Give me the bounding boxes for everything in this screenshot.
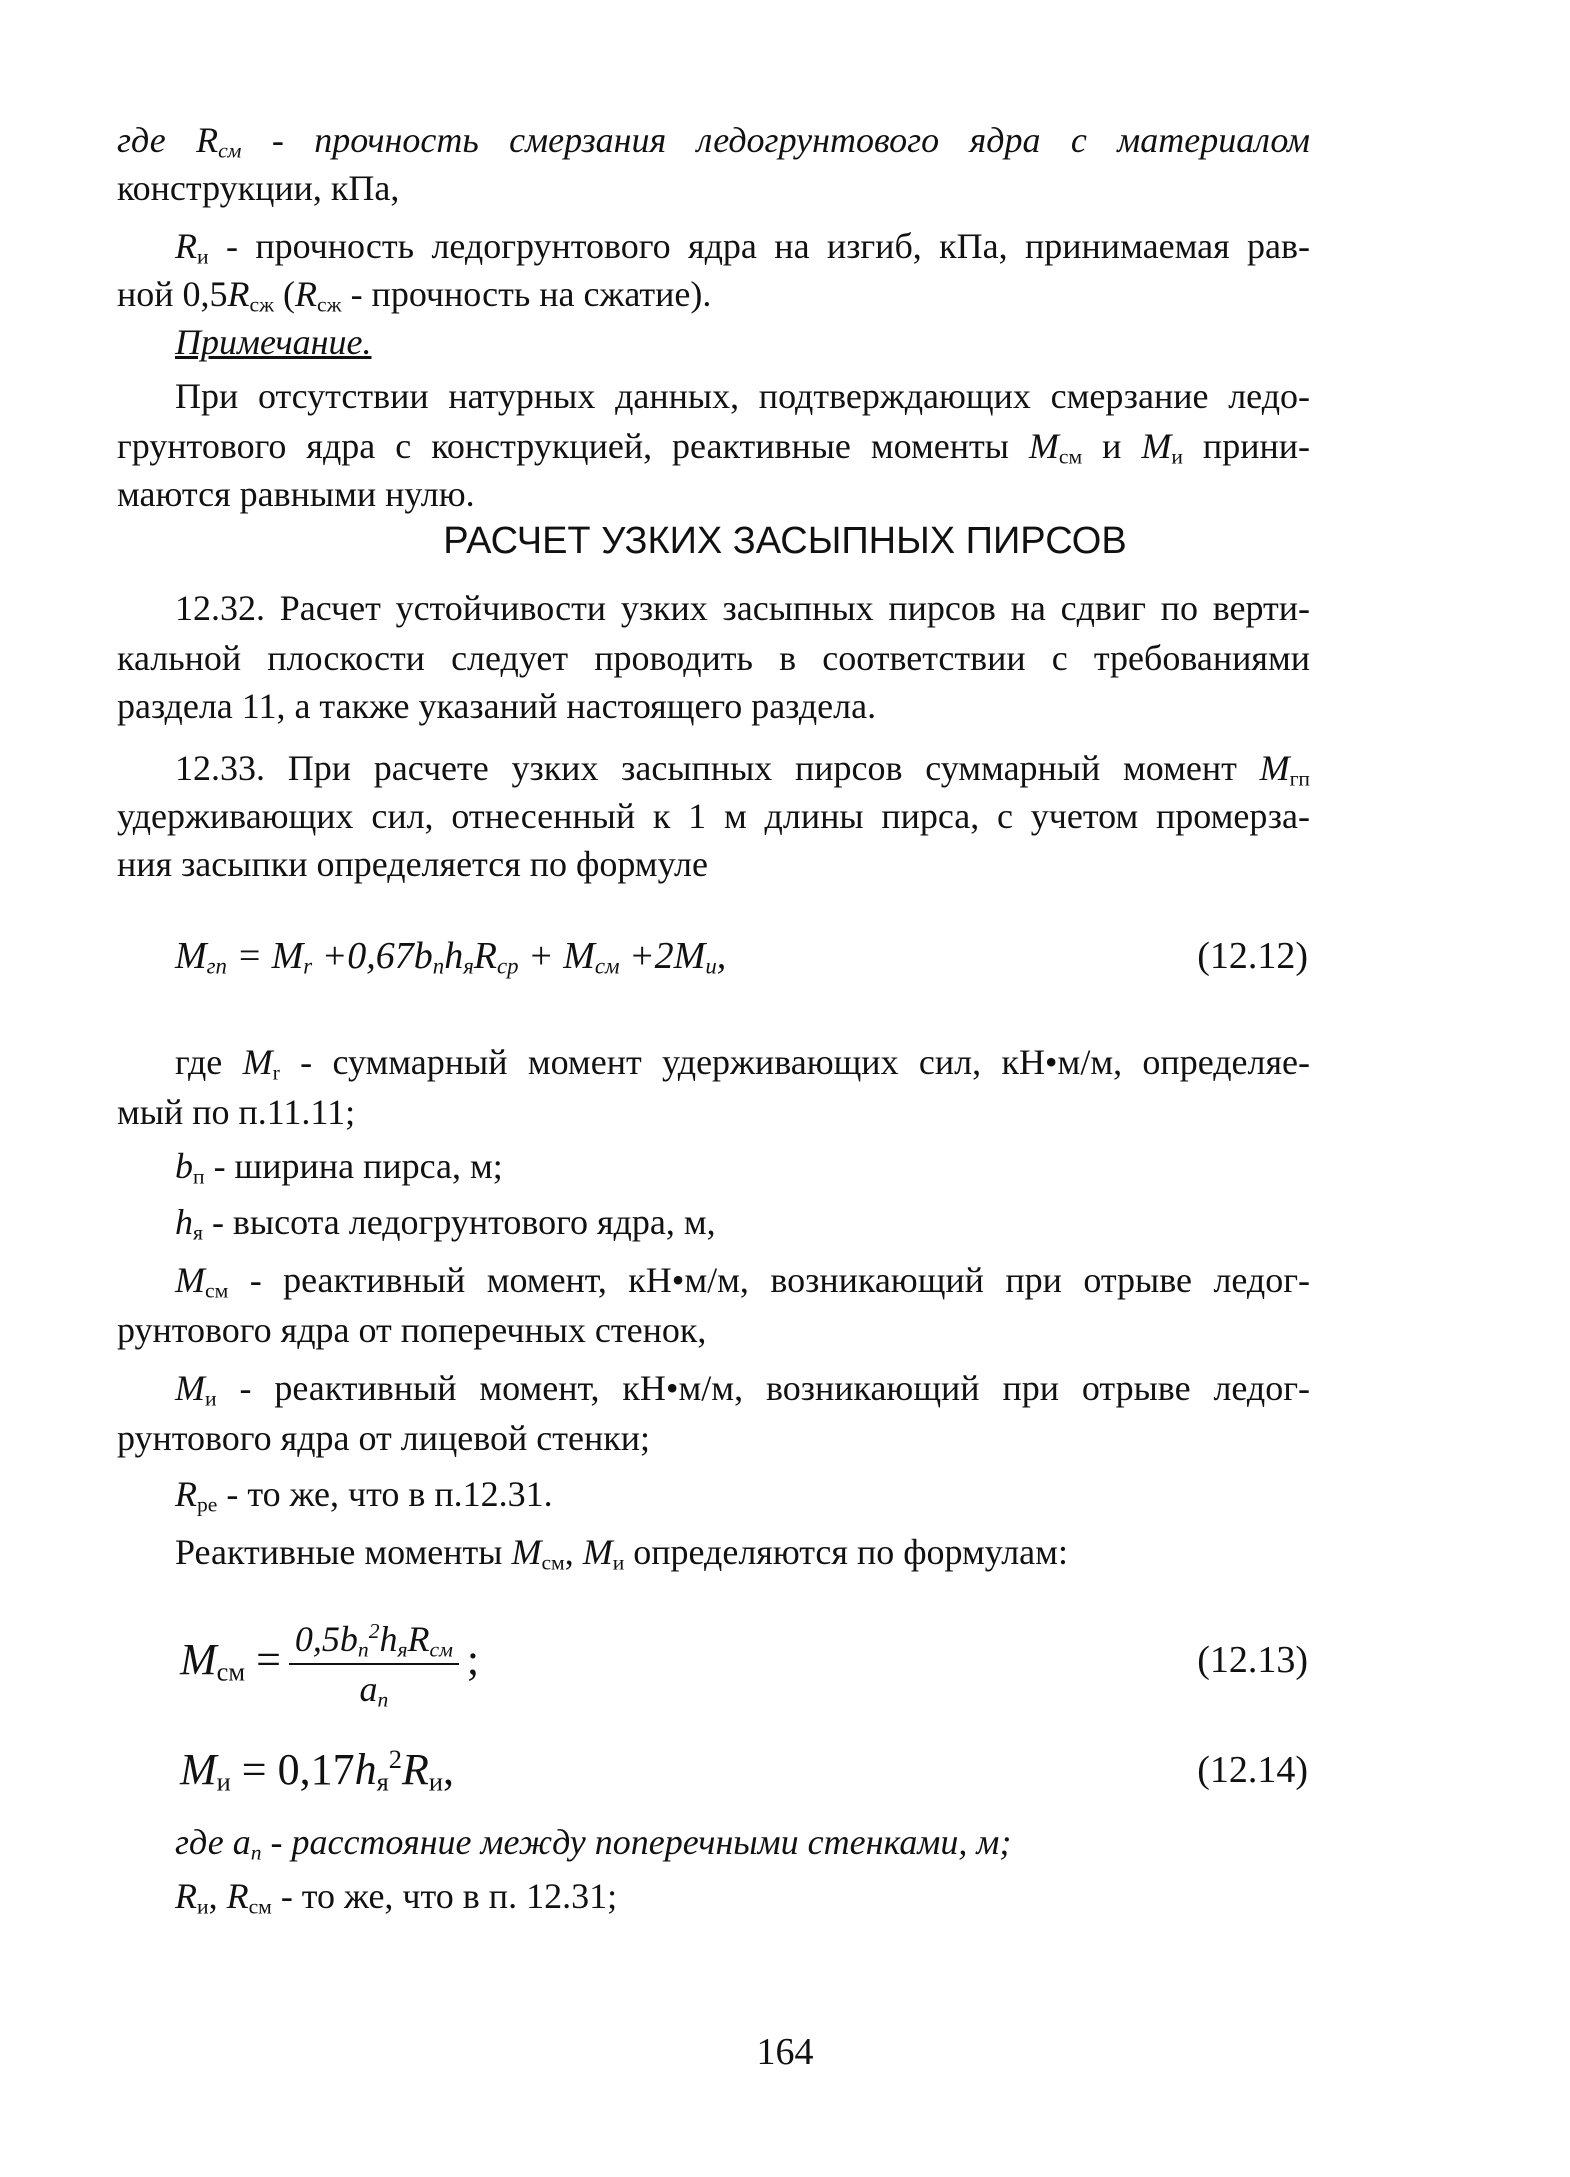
paragraph-text: 12.32. Расчет устойчивости узких засыпных пирсов на сдвиг по верти- bbox=[175, 588, 1310, 628]
formula-number: (12.13) bbox=[1197, 1639, 1308, 1681]
paragraph-text: где $R_{см}$ - прочность смерзания ледогрунтового ядра с материалом bbox=[117, 120, 1310, 163]
definition-text: мый по п.11.11; bbox=[117, 1092, 356, 1132]
paragraph-text: кальной плоскости следует проводить в соответствии с требованиями bbox=[117, 638, 1310, 678]
definition-text: рунтового ядра от поперечных стенок, bbox=[117, 1310, 707, 1350]
definition-text: $M_{см}$ - реактивный момент, кН•м/м, возникающий при отрыве ледог- bbox=[175, 1260, 1310, 1303]
definition-text: где $a_п$ - расстояние между поперечными стенками, м; bbox=[175, 1822, 1012, 1865]
page-number: 164 bbox=[756, 2031, 814, 2073]
denominator: $a_п$ bbox=[359, 1668, 389, 1712]
formula-line bbox=[0, 1600, 1570, 1720]
paragraph-text: ной $0,5R_{сж}$ ($R_{сж}$ - прочность на сжатие). bbox=[117, 274, 712, 317]
definition-text: рунтового ядра от лицевой стенки; bbox=[117, 1418, 650, 1458]
paragraph-text: удерживающих сил, отнесенный к 1 м длины пирса, с учетом промерза- bbox=[117, 796, 1310, 836]
note-label: Примечание. bbox=[175, 322, 372, 362]
formula-12-12: $M_{гп} = M_r +0,67b_пh_яR_{ср} + M_{см} +2M_и$, bbox=[175, 935, 727, 979]
paragraph-text: ния засыпки определяется по формуле bbox=[117, 844, 708, 884]
fraction bbox=[289, 1617, 459, 1711]
paragraph-text: конструкции, кПа, bbox=[117, 168, 400, 208]
paragraph-text: раздела 11, а также указаний настоящего раздела. bbox=[117, 686, 877, 726]
formula-number: (12.14) bbox=[1197, 1749, 1308, 1791]
definition-text: $b_п$ - ширина пирса, м; bbox=[175, 1146, 503, 1189]
definition-text: где $M_r$ - суммарный момент удерживающих сил, кН•м/м, определяе- bbox=[175, 1042, 1310, 1085]
definition-text: $h_я$ - высота ледогрунтового ядра, м, bbox=[175, 1202, 716, 1245]
paragraph-text: Реактивные моменты $M_{см}$, $M_и$ определяются по формулам: bbox=[175, 1532, 1068, 1575]
formula-number: (12.12) bbox=[1197, 935, 1308, 977]
definition-text: $R_и$, $R_{см}$ - то же, что в п. 12.31; bbox=[175, 1876, 618, 1919]
paragraph-text: грунтового ядра с конструкцией, реактивные моменты $M_{см}$ и $M_и$ прини- bbox=[117, 426, 1310, 469]
definition-text: $M_и$ - реактивный момент, кН•м/м, возникающий при отрыве ледог- bbox=[175, 1368, 1310, 1411]
paragraph-text: маются равными нулю. bbox=[117, 474, 475, 514]
section-heading: РАСЧЕТ УЗКИХ ЗАСЫПНЫХ ПИРСОВ bbox=[443, 520, 1127, 562]
paragraph-text: $R_и$ - прочность ледогрунтового ядра на изгиб, кПа, принимаемая рав- bbox=[175, 226, 1310, 269]
paragraph-text: 12.33. При расчете узких засыпных пирсов суммарный момент $M_{гп}$ bbox=[175, 748, 1310, 791]
formula-12-14: $M_и = 0,17h_я^2R_и$, bbox=[180, 1744, 454, 1797]
formula-12-13: $M_{см}$ = $\frac{0,5b_п^2h_яR_{см}}{a_п}$ ; bbox=[180, 1618, 480, 1712]
paragraph-text: При отсутствии натурных данных, подтверждающих смерзание ледо- bbox=[175, 376, 1310, 416]
numerator: $0,5b_п^2h_яR_{см}$ bbox=[289, 1617, 459, 1665]
definition-text: $R_{ре}$ - то же, что в п.12.31. bbox=[175, 1474, 553, 1517]
